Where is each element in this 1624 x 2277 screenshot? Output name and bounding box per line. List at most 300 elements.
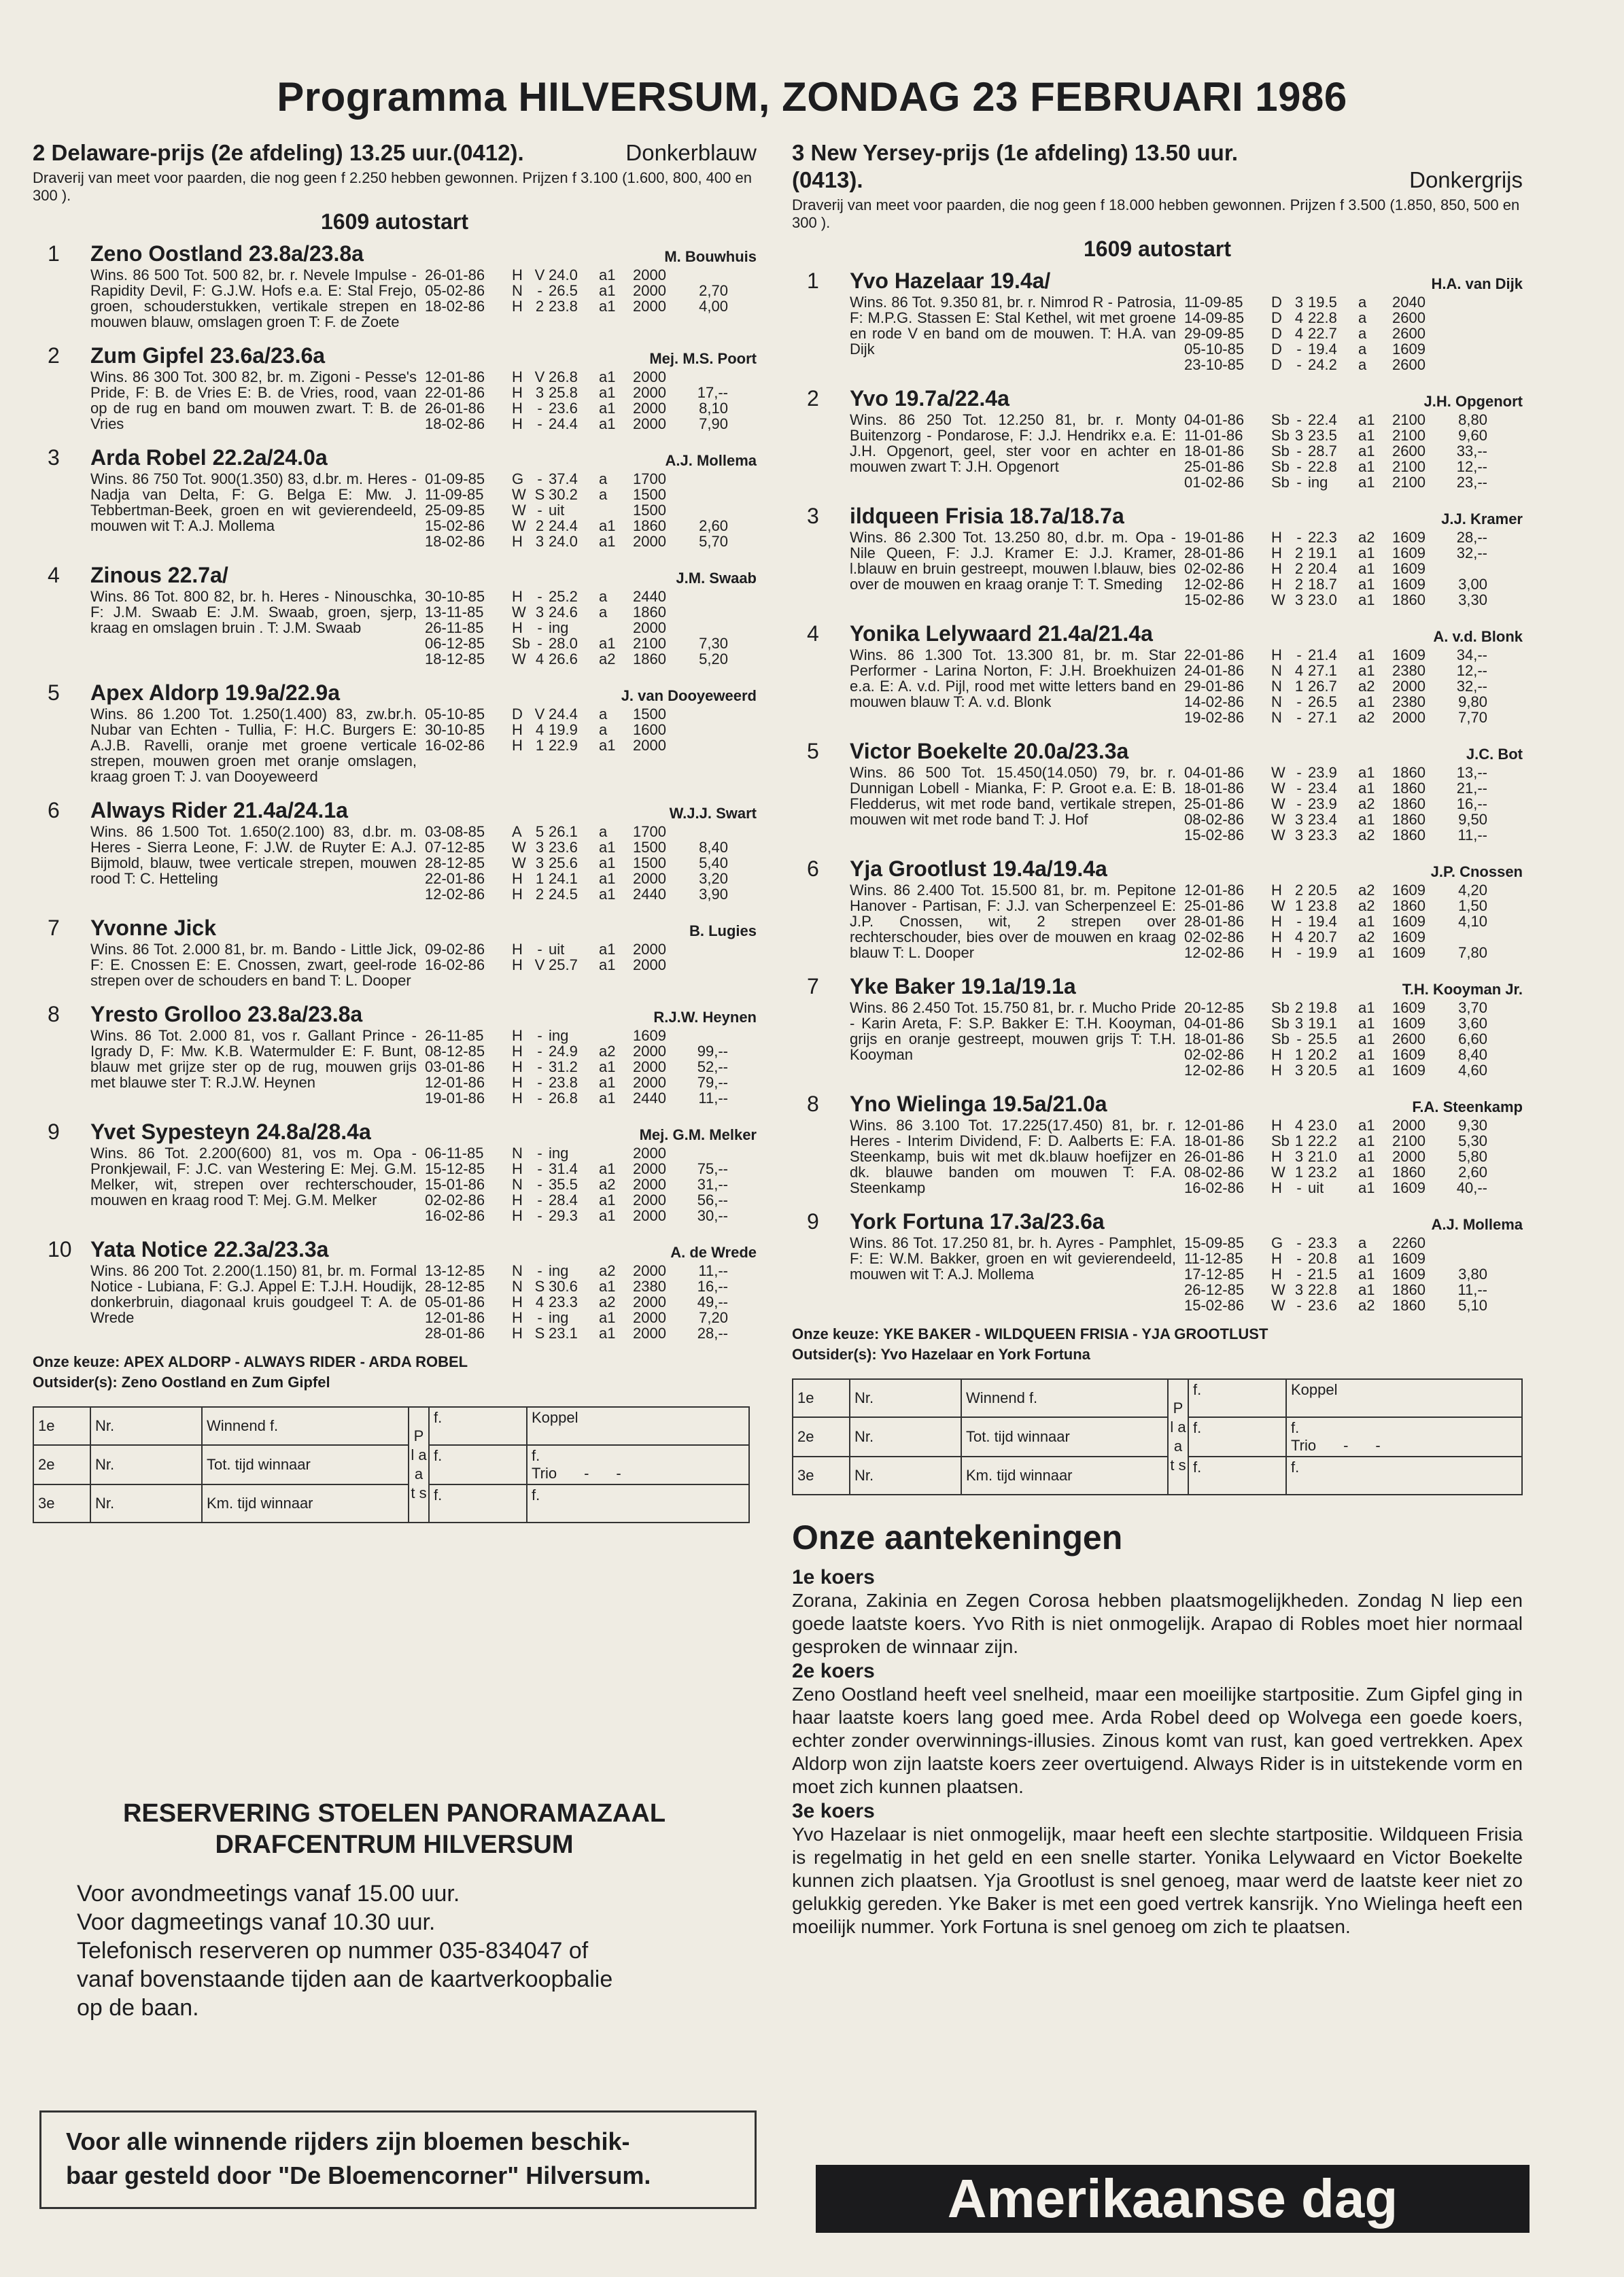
horse-description: Wins. 86 Tot. 2.200(600) 81, vos m. Opa - Pronkjewail, F: J.C. van Westering E: Mej. G.M. Melker, wit, strepen over rechterschouder, mouwen en kraag rood T: Mej. G.M. Melker xyxy=(90,1145,417,1209)
result-distance: 2260 xyxy=(1392,1234,1426,1251)
result-distance: 1609 xyxy=(1392,944,1426,961)
horse-entry xyxy=(33,561,757,667)
result-place: 2 xyxy=(535,298,545,315)
horse-number: 3 xyxy=(48,445,60,470)
result-time: 26.7 xyxy=(1308,678,1337,695)
race-conditions: Draverij van meet voor paarden, die nog geen f 2.250 hebben gewonnen. Prijzen f 3.100 (1.600, 800, 400 en 300 ). xyxy=(33,169,752,204)
horse-description: Wins. 86 Tot. 800 82, br. h. Heres - Ninouschka, F: J.M. Swaab E: J.M. Swaab, groen, sjerp, kraag en omslagen bruin . T: J.M. Swaab xyxy=(90,588,417,636)
result-row xyxy=(1184,827,1523,843)
result-distance: 2600 xyxy=(1392,356,1426,373)
result-distance: 2380 xyxy=(633,1278,666,1295)
result-row xyxy=(1184,561,1523,576)
result-row xyxy=(425,1028,757,1043)
result-start: a1 xyxy=(599,517,616,534)
race-autostart: 1609 autostart xyxy=(321,209,468,234)
result-track: W xyxy=(512,604,526,621)
horse-description: Wins. 86 300 Tot. 300 82, br. m. Zigoni - Pesse's Pride, F: B. de Vries E: B. de Vries, rood, vaan op de rug en band om mouwen zwart. T: B. de Vries xyxy=(90,368,417,432)
horse-description: Wins. 86 Tot. 2.000 81, br. m. Bando - Little Jick, F: E. Cnossen E: E. Cnossen, zwart, geel-rode strepen over de schouders en band T: L. Dooper xyxy=(90,941,417,989)
result-odds: 8,80 xyxy=(1458,411,1487,428)
result-time: 24.2 xyxy=(1308,356,1337,373)
result-start: a2 xyxy=(1358,827,1375,844)
result-track: H xyxy=(512,298,523,315)
result-start: a xyxy=(1358,341,1367,358)
result-track: H xyxy=(1271,576,1282,593)
result-start: a1 xyxy=(1358,474,1375,491)
horse-body xyxy=(90,706,757,784)
horse-header xyxy=(33,444,757,471)
result-start: a1 xyxy=(599,1309,616,1326)
result-row xyxy=(425,706,757,722)
result-start: a1 xyxy=(1358,427,1375,444)
result-track: H xyxy=(512,400,523,417)
result-nr: Nr. xyxy=(90,1484,202,1523)
result-date: 05-10-85 xyxy=(1184,341,1245,358)
result-row xyxy=(1184,898,1523,914)
result-distance: 1609 xyxy=(1392,913,1426,930)
result-row xyxy=(1184,1133,1523,1149)
result-odds: 40,-- xyxy=(1456,1179,1487,1196)
horse-entry xyxy=(33,914,757,988)
result-time: 19.4 xyxy=(1308,341,1337,358)
result-odds xyxy=(680,502,728,518)
result-date: 30-10-85 xyxy=(425,721,485,738)
horse-name: Yvet Sypesteyn 24.8a/28.4a xyxy=(90,1119,371,1144)
result-distance: 1609 xyxy=(1392,1062,1426,1079)
result-table xyxy=(792,1378,1523,1495)
result-start: a1 xyxy=(599,282,616,299)
result-track: H xyxy=(1271,1046,1282,1063)
horse-driver: J.M. Swaab xyxy=(676,570,757,587)
result-start: a1 xyxy=(1358,646,1375,663)
result-time: 23.4 xyxy=(1308,780,1337,797)
result-time: 26.5 xyxy=(1308,693,1337,710)
result-row xyxy=(425,1192,757,1208)
result-place: - xyxy=(537,1160,542,1177)
result-odds: 4,10 xyxy=(1458,913,1487,930)
result-row xyxy=(425,298,757,314)
result-odds: 33,-- xyxy=(1456,442,1487,459)
result-date: 02-02-86 xyxy=(1184,560,1245,577)
result-row xyxy=(425,620,757,636)
result-odds: 2,70 xyxy=(699,282,728,299)
result-odds: 9,30 xyxy=(1458,1117,1487,1134)
horse-number: 3 xyxy=(807,504,819,528)
result-date: 15-02-86 xyxy=(1184,827,1245,844)
result-row xyxy=(1184,663,1523,678)
race-autostart: 1609 autostart xyxy=(1084,237,1231,261)
result-track: W xyxy=(1271,897,1285,914)
horse-entry xyxy=(33,1118,757,1223)
horse-results xyxy=(425,589,757,667)
horse-header xyxy=(792,1208,1523,1235)
result-track: H xyxy=(512,619,523,636)
result-date: 02-02-86 xyxy=(1184,928,1245,945)
result-track: D xyxy=(1271,341,1282,358)
result-date: 11-01-86 xyxy=(1184,427,1243,444)
result-time: 25.8 xyxy=(549,384,578,401)
result-date: 28-01-86 xyxy=(1184,544,1245,561)
horse-header xyxy=(33,561,757,589)
result-place: 3 xyxy=(1294,1062,1304,1079)
result-start: a1 xyxy=(1358,576,1375,593)
horse-name: Yke Baker 19.1a/19.1a xyxy=(850,974,1076,998)
result-track: H xyxy=(512,941,523,958)
extra-cell xyxy=(527,1484,749,1523)
result-odds xyxy=(680,471,728,487)
result-time: uit xyxy=(549,941,565,958)
result-place: 4 xyxy=(1294,1117,1304,1134)
result-time: 24.9 xyxy=(549,1043,578,1060)
trio-dash: - xyxy=(584,1465,589,1482)
result-start: a1 xyxy=(599,368,616,385)
result-start: a1 xyxy=(1358,1281,1375,1298)
result-start: a xyxy=(1358,309,1367,326)
result-odds: 32,-- xyxy=(1456,544,1487,561)
result-odds: 79,-- xyxy=(697,1074,728,1091)
result-place: V xyxy=(534,706,545,723)
horse-entry xyxy=(33,342,757,432)
race-conditions: Draverij van meet voor paarden, die nog geen f 18.000 hebben gewonnen. Prijzen f 3.500 (1.850, 850, 500 en 300 ). xyxy=(792,196,1520,231)
result-track: D xyxy=(1271,294,1282,311)
reservation-title-2: DRAFCENTRUM HILVERSUM xyxy=(215,1830,574,1859)
result-odds xyxy=(680,589,728,604)
trio-row xyxy=(532,1465,744,1482)
result-track: N xyxy=(512,1262,523,1279)
horse-name: Always Rider 21.4a/24.1a xyxy=(90,798,348,822)
reservation-lines xyxy=(71,1879,717,2022)
horse-description: Wins. 86 500 Tot. 500 82, br. r. Nevele Impulse - Rapidity Devil, F: G.J.W. Hofs e.a. E: Stal Frejo, groen, schouderstukken, vertikale strepen en mouwen blauw, omslagen groen T: F. de Zoete xyxy=(90,266,417,330)
note-text-1: Zorana, Zakinia en Zegen Corosa hebben plaatsmogelijkheden. Zondag N liep een goede laatste koers. Yvo Rith is niet onmogelijk. Arapao di Robles moet hier normaal gesproken de winnaar zijn. xyxy=(792,1590,1523,1657)
result-nr: Nr. xyxy=(850,1379,961,1417)
result-track: W xyxy=(1271,591,1285,608)
result-distance: 2000 xyxy=(633,298,666,315)
result-label: Tot. tijd winnaar xyxy=(202,1445,409,1484)
result-place: - xyxy=(537,1074,542,1091)
result-date: 14-09-85 xyxy=(1184,309,1245,326)
result-track: H xyxy=(1271,529,1282,546)
result-distance: 2000 xyxy=(633,266,666,283)
result-place: 3 xyxy=(535,384,545,401)
result-odds: 6,60 xyxy=(1458,1030,1487,1047)
result-place: 2 xyxy=(1294,576,1304,593)
horse-header xyxy=(792,973,1523,1000)
horse-entry xyxy=(33,444,757,549)
result-place: 1 xyxy=(1294,1046,1304,1063)
result-place: - xyxy=(537,1192,542,1209)
reservation-line: vanaf bovenstaande tijden aan de kaartverkoopbalie xyxy=(77,1966,613,1992)
result-place: 3 xyxy=(1294,294,1304,311)
result-odds: 8,40 xyxy=(699,839,728,856)
result-distance: 2000 xyxy=(633,1262,666,1279)
result-distance: 1860 xyxy=(633,604,666,621)
result-distance: 2000 xyxy=(633,619,666,636)
result-track: N xyxy=(512,1145,523,1162)
result-date: 25-01-86 xyxy=(1184,795,1245,812)
result-start: a1 xyxy=(1358,1250,1375,1267)
result-row xyxy=(1184,945,1523,960)
result-row xyxy=(425,471,757,487)
result-row xyxy=(425,941,757,957)
reservation-line: Voor avondmeetings vanaf 15.00 uur. xyxy=(77,1881,460,1907)
result-start xyxy=(599,1028,633,1043)
result-time: 26.8 xyxy=(549,368,578,385)
result-odds: 5,80 xyxy=(1458,1148,1487,1165)
horse-name: Zum Gipfel 23.6a/23.6a xyxy=(90,343,326,368)
result-start: a2 xyxy=(1358,928,1375,945)
result-start: a xyxy=(1358,1234,1367,1251)
result-odds xyxy=(680,604,728,620)
result-odds: 11,-- xyxy=(1457,1281,1487,1298)
result-odds: 4,60 xyxy=(1458,1062,1487,1079)
result-date: 18-02-86 xyxy=(425,298,485,315)
result-track: N xyxy=(512,1278,523,1295)
result-date: 18-02-86 xyxy=(425,533,485,550)
result-start xyxy=(599,502,633,518)
result-date: 12-01-86 xyxy=(425,1309,485,1326)
result-time: 22.9 xyxy=(549,737,578,754)
result-date: 12-02-86 xyxy=(1184,944,1245,961)
horse-driver: H.A. van Dijk xyxy=(1431,275,1523,292)
horse-driver: J.C. Bot xyxy=(1466,746,1523,763)
result-distance: 2000 xyxy=(633,1074,666,1091)
horse-header xyxy=(33,342,757,369)
result-place: 2 xyxy=(535,517,545,534)
horse-body xyxy=(90,267,757,330)
result-place: - xyxy=(537,1262,542,1279)
result-start: a2 xyxy=(1358,795,1375,812)
result-place: - xyxy=(537,400,542,417)
result-track: Sb xyxy=(1271,442,1290,459)
result-odds xyxy=(680,620,728,636)
result-row xyxy=(1184,341,1523,357)
trio-dash: - xyxy=(1375,1437,1381,1454)
result-row xyxy=(425,534,757,549)
result-date: 12-01-86 xyxy=(1184,1117,1245,1134)
result-time: 31.4 xyxy=(549,1160,578,1177)
result-start: a2 xyxy=(1358,709,1375,726)
horse-body xyxy=(90,471,757,549)
result-track: H xyxy=(512,1192,523,1209)
result-table-row xyxy=(33,1407,749,1445)
result-odds: 5,10 xyxy=(1458,1297,1487,1314)
result-row xyxy=(1184,474,1523,490)
result-date: 18-01-86 xyxy=(1184,1030,1245,1047)
result-track: H xyxy=(1271,1062,1282,1079)
result-row xyxy=(1184,882,1523,898)
result-row xyxy=(425,855,757,871)
result-start: a2 xyxy=(1358,678,1375,695)
result-place: 3 xyxy=(1294,427,1304,444)
result-place: V xyxy=(534,266,545,283)
result-odds: 21,-- xyxy=(1456,780,1487,797)
result-odds: 11,-- xyxy=(698,1262,728,1279)
result-track: G xyxy=(1271,1234,1283,1251)
result-odds: 16,-- xyxy=(697,1278,728,1295)
result-row xyxy=(1184,710,1523,725)
extra-cell xyxy=(527,1407,749,1445)
result-row xyxy=(1184,1251,1523,1266)
result-track: N xyxy=(512,282,523,299)
koppel-amount: f. xyxy=(1291,1419,1300,1436)
result-distance: 1609 xyxy=(1392,529,1426,546)
result-start: a1 xyxy=(1358,442,1375,459)
result-date: 09-02-86 xyxy=(425,941,485,958)
horse-body xyxy=(90,941,757,988)
plaats-amount: f. xyxy=(429,1407,527,1445)
horse-number: 9 xyxy=(48,1119,60,1144)
result-track: G xyxy=(512,470,524,487)
horse-driver: T.H. Kooyman Jr. xyxy=(1402,981,1523,998)
result-place: 2 xyxy=(1294,882,1304,899)
result-odds: 30,-- xyxy=(697,1207,728,1224)
result-distance: 2000 xyxy=(633,870,666,887)
result-distance: 2000 xyxy=(633,1207,666,1224)
result-distance: 1609 xyxy=(1392,882,1426,899)
horse-driver: A. de Wrede xyxy=(670,1244,757,1261)
result-time: 24.0 xyxy=(549,266,578,283)
result-start: a1 xyxy=(599,635,616,652)
result-time: ing xyxy=(549,1027,569,1044)
result-time: 19.1 xyxy=(1308,544,1337,561)
horse-header xyxy=(792,385,1523,412)
result-date: 16-02-86 xyxy=(425,1207,485,1224)
result-row xyxy=(425,957,757,973)
result-distance: 1860 xyxy=(1392,827,1426,844)
result-time: 23.8 xyxy=(549,1074,578,1091)
result-place: - xyxy=(1296,709,1302,726)
result-time: 24.4 xyxy=(549,517,578,534)
result-track: W xyxy=(1271,827,1285,844)
result-table-row xyxy=(793,1379,1522,1417)
result-date: 18-01-86 xyxy=(1184,780,1245,797)
result-date: 29-09-85 xyxy=(1184,325,1245,342)
result-time: 20.7 xyxy=(1308,928,1337,945)
result-odds: 3,90 xyxy=(699,886,728,903)
result-distance: 2000 xyxy=(633,282,666,299)
result-distance: 1609 xyxy=(1392,928,1426,945)
result-time: 26.5 xyxy=(549,282,578,299)
result-date: 01-02-86 xyxy=(1184,474,1245,491)
result-odds: 52,-- xyxy=(697,1058,728,1075)
horse-results xyxy=(1184,882,1523,960)
result-date: 06-12-85 xyxy=(425,635,485,652)
koppel-amount: f. xyxy=(532,1447,540,1464)
horse-number: 8 xyxy=(807,1092,819,1116)
result-start: a1 xyxy=(599,266,616,283)
plaats-label: P l a a t s xyxy=(1168,1379,1188,1495)
result-start: a1 xyxy=(599,886,616,903)
result-date: 18-01-86 xyxy=(1184,1132,1245,1149)
result-distance: 2600 xyxy=(1392,325,1426,342)
extra-cell xyxy=(1286,1417,1522,1457)
result-odds: 1,50 xyxy=(1458,897,1487,914)
flowers-line-1: Voor alle winnende rijders zijn bloemen beschik- xyxy=(66,2127,630,2155)
result-date: 26-11-85 xyxy=(425,1027,484,1044)
result-odds: 34,-- xyxy=(1456,646,1487,663)
result-date: 11-09-85 xyxy=(425,486,484,503)
result-distance: 2440 xyxy=(633,1090,666,1107)
result-date: 01-09-85 xyxy=(425,470,485,487)
result-time: 23.4 xyxy=(1308,811,1337,828)
result-distance: 2000 xyxy=(633,941,666,958)
race-3 xyxy=(792,139,1523,1495)
result-time: 22.8 xyxy=(1308,309,1337,326)
result-odds: 5,40 xyxy=(699,854,728,871)
result-odds: 5,30 xyxy=(1458,1132,1487,1149)
horse-driver: B. Lugies xyxy=(689,922,757,939)
result-distance: 2000 xyxy=(633,1192,666,1209)
result-row xyxy=(425,1043,757,1059)
result-date: 12-01-86 xyxy=(425,368,485,385)
result-time: 22.7 xyxy=(1308,325,1337,342)
horse-body xyxy=(90,1028,757,1106)
result-track: W xyxy=(512,839,526,856)
result-date: 03-08-85 xyxy=(425,823,485,840)
result-distance: 2100 xyxy=(1392,427,1426,444)
horse-body xyxy=(90,369,757,432)
result-time: 21.5 xyxy=(1308,1266,1337,1283)
result-start: a2 xyxy=(1358,882,1375,899)
result-place: - xyxy=(1296,356,1302,373)
result-row xyxy=(1184,357,1523,372)
result-track: Sb xyxy=(1271,427,1290,444)
koppel-label: Koppel xyxy=(532,1409,578,1426)
result-row xyxy=(1184,1062,1523,1078)
horse-header xyxy=(33,1118,757,1145)
result-distance: 2000 xyxy=(633,368,666,385)
result-distance: 2000 xyxy=(633,1309,666,1326)
result-date: 08-02-86 xyxy=(1184,811,1245,828)
result-place: 4 xyxy=(1294,309,1304,326)
result-time: 28.7 xyxy=(1308,442,1337,459)
result-distance: 2000 xyxy=(633,400,666,417)
result-label: Km. tijd winnaar xyxy=(961,1457,1168,1495)
result-odds: 8,10 xyxy=(699,400,728,417)
horse-results xyxy=(425,1028,757,1106)
result-time: 20.2 xyxy=(1308,1046,1337,1063)
result-row xyxy=(425,1279,757,1294)
result-start: a1 xyxy=(1358,662,1375,679)
result-start: a1 xyxy=(599,1192,616,1209)
result-time: 19.1 xyxy=(1308,1015,1337,1032)
result-odds: 3,70 xyxy=(1458,999,1487,1016)
result-place: 4 xyxy=(535,721,545,738)
result-place: - xyxy=(1296,913,1302,930)
horse-results xyxy=(1184,1000,1523,1078)
horse-header xyxy=(33,679,757,706)
result-date: 19-01-86 xyxy=(425,1090,485,1107)
result-row xyxy=(425,283,757,298)
result-distance: 2000 xyxy=(1392,1148,1426,1165)
result-date: 13-11-85 xyxy=(425,604,484,621)
result-date: 12-02-86 xyxy=(425,886,485,903)
result-place: 3 xyxy=(1294,1015,1304,1032)
horse-header xyxy=(792,620,1523,647)
result-row xyxy=(1184,412,1523,428)
horse-driver: J. van Dooyeweerd xyxy=(621,687,757,704)
result-table-row xyxy=(793,1457,1522,1495)
result-date: 05-02-86 xyxy=(425,282,485,299)
result-odds xyxy=(1440,326,1487,341)
horse-name: Arda Robel 22.2a/24.0a xyxy=(90,445,328,470)
result-place: - xyxy=(537,1176,542,1193)
result-place: - xyxy=(1296,341,1302,358)
horse-name: Yvo 19.7a/22.4a xyxy=(850,386,1009,411)
result-date: 19-01-86 xyxy=(1184,529,1245,546)
trio-amount: f. xyxy=(532,1487,540,1503)
horse-results xyxy=(1184,529,1523,608)
result-track: Sb xyxy=(1271,1132,1290,1149)
